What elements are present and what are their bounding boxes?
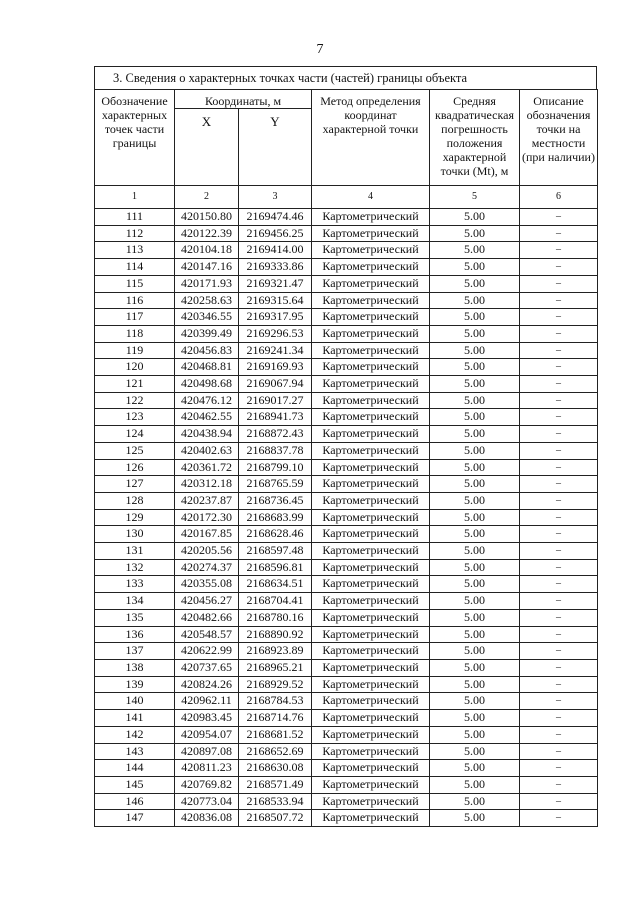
table-row bbox=[95, 793, 598, 810]
table-row bbox=[95, 275, 598, 292]
method-cell: Картометрический bbox=[312, 626, 430, 643]
coord-x-cell: 420399.49 bbox=[175, 325, 239, 342]
table-row bbox=[95, 626, 598, 643]
method-cell: Картометрический bbox=[312, 476, 430, 493]
description-cell: – bbox=[520, 309, 598, 326]
coord-x-cell: 420954.07 bbox=[175, 726, 239, 743]
column-number: 5 bbox=[430, 186, 520, 209]
error-cell: 5.00 bbox=[430, 643, 520, 660]
coord-x-cell: 420824.26 bbox=[175, 676, 239, 693]
coord-y-cell: 2168799.10 bbox=[239, 459, 312, 476]
coord-y-cell: 2169474.46 bbox=[239, 209, 312, 226]
description-cell: – bbox=[520, 543, 598, 560]
method-cell: Картометрический bbox=[312, 743, 430, 760]
header-coordinates: Координаты, м bbox=[175, 90, 312, 109]
point-number-cell: 125 bbox=[95, 442, 175, 459]
table-row bbox=[95, 559, 598, 576]
coord-y-cell: 2169315.64 bbox=[239, 292, 312, 309]
description-cell: – bbox=[520, 275, 598, 292]
error-cell: 5.00 bbox=[430, 309, 520, 326]
table-row bbox=[95, 810, 598, 827]
table-row bbox=[95, 710, 598, 727]
point-number-cell: 124 bbox=[95, 426, 175, 443]
method-cell: Картометрический bbox=[312, 409, 430, 426]
method-cell: Картометрический bbox=[312, 325, 430, 342]
method-cell: Картометрический bbox=[312, 359, 430, 376]
description-cell: – bbox=[520, 609, 598, 626]
description-cell: – bbox=[520, 225, 598, 242]
coord-y-cell: 2168765.59 bbox=[239, 476, 312, 493]
point-number-cell: 143 bbox=[95, 743, 175, 760]
coord-y-cell: 2168683.99 bbox=[239, 509, 312, 526]
coord-y-cell: 2169321.47 bbox=[239, 275, 312, 292]
coord-x-cell: 420205.56 bbox=[175, 543, 239, 560]
method-cell: Картометрический bbox=[312, 209, 430, 226]
point-number-cell: 129 bbox=[95, 509, 175, 526]
coord-x-cell: 420355.08 bbox=[175, 576, 239, 593]
coord-x-cell: 420548.57 bbox=[175, 626, 239, 643]
table-row bbox=[95, 292, 598, 309]
column-number: 6 bbox=[520, 186, 598, 209]
coord-y-cell: 2169317.95 bbox=[239, 309, 312, 326]
coord-y-cell: 2168681.52 bbox=[239, 726, 312, 743]
error-cell: 5.00 bbox=[430, 576, 520, 593]
method-cell: Картометрический bbox=[312, 810, 430, 827]
error-cell: 5.00 bbox=[430, 492, 520, 509]
coord-x-cell: 420104.18 bbox=[175, 242, 239, 259]
coord-y-cell: 2168597.48 bbox=[239, 543, 312, 560]
table-row bbox=[95, 643, 598, 660]
points-table bbox=[94, 89, 598, 827]
coord-x-cell: 420897.08 bbox=[175, 743, 239, 760]
coord-y-cell: 2168929.52 bbox=[239, 676, 312, 693]
method-cell: Картометрический bbox=[312, 643, 430, 660]
error-cell: 5.00 bbox=[430, 810, 520, 827]
method-cell: Картометрический bbox=[312, 442, 430, 459]
description-cell: – bbox=[520, 726, 598, 743]
header-x: X bbox=[175, 109, 239, 186]
table-row bbox=[95, 325, 598, 342]
table-row bbox=[95, 376, 598, 393]
table-row bbox=[95, 509, 598, 526]
method-cell: Картометрический bbox=[312, 225, 430, 242]
method-cell: Картометрический bbox=[312, 693, 430, 710]
description-cell: – bbox=[520, 776, 598, 793]
coord-y-cell: 2168571.49 bbox=[239, 776, 312, 793]
description-cell: – bbox=[520, 810, 598, 827]
description-cell: – bbox=[520, 743, 598, 760]
error-cell: 5.00 bbox=[430, 559, 520, 576]
description-cell: – bbox=[520, 342, 598, 359]
table-row bbox=[95, 726, 598, 743]
coord-y-cell: 2168837.78 bbox=[239, 442, 312, 459]
point-number-cell: 123 bbox=[95, 409, 175, 426]
point-number-cell: 114 bbox=[95, 259, 175, 276]
description-cell: – bbox=[520, 760, 598, 777]
table-row bbox=[95, 659, 598, 676]
description-cell: – bbox=[520, 442, 598, 459]
error-cell: 5.00 bbox=[430, 626, 520, 643]
point-number-cell: 146 bbox=[95, 793, 175, 810]
description-cell: – bbox=[520, 659, 598, 676]
description-cell: – bbox=[520, 559, 598, 576]
error-cell: 5.00 bbox=[430, 509, 520, 526]
method-cell: Картометрический bbox=[312, 342, 430, 359]
table-row bbox=[95, 242, 598, 259]
method-cell: Картометрический bbox=[312, 576, 430, 593]
coord-y-cell: 2168630.08 bbox=[239, 760, 312, 777]
coord-x-cell: 420462.55 bbox=[175, 409, 239, 426]
point-number-cell: 130 bbox=[95, 526, 175, 543]
coord-x-cell: 420150.80 bbox=[175, 209, 239, 226]
table-row bbox=[95, 309, 598, 326]
table-row bbox=[95, 459, 598, 476]
table-row bbox=[95, 693, 598, 710]
section-title: 3. Сведения о характерных точках части (частей) границы объекта bbox=[94, 66, 597, 89]
point-number-cell: 111 bbox=[95, 209, 175, 226]
coord-y-cell: 2168965.21 bbox=[239, 659, 312, 676]
table-row bbox=[95, 526, 598, 543]
description-cell: – bbox=[520, 643, 598, 660]
method-cell: Картометрический bbox=[312, 275, 430, 292]
description-cell: – bbox=[520, 259, 598, 276]
document-sheet bbox=[94, 66, 597, 827]
coord-x-cell: 420402.63 bbox=[175, 442, 239, 459]
coord-x-cell: 420274.37 bbox=[175, 559, 239, 576]
point-number-cell: 116 bbox=[95, 292, 175, 309]
point-number-cell: 140 bbox=[95, 693, 175, 710]
point-number-cell: 135 bbox=[95, 609, 175, 626]
description-cell: – bbox=[520, 676, 598, 693]
table-row bbox=[95, 225, 598, 242]
coord-x-cell: 420476.12 bbox=[175, 392, 239, 409]
coord-x-cell: 420167.85 bbox=[175, 526, 239, 543]
coord-x-cell: 420456.83 bbox=[175, 342, 239, 359]
coord-x-cell: 420456.27 bbox=[175, 593, 239, 610]
coord-x-cell: 420312.18 bbox=[175, 476, 239, 493]
point-number-cell: 121 bbox=[95, 376, 175, 393]
header-y: Y bbox=[239, 109, 312, 186]
coord-x-cell: 420346.55 bbox=[175, 309, 239, 326]
coord-y-cell: 2168596.81 bbox=[239, 559, 312, 576]
error-cell: 5.00 bbox=[430, 476, 520, 493]
description-cell: – bbox=[520, 793, 598, 810]
description-cell: – bbox=[520, 242, 598, 259]
coord-x-cell: 420171.93 bbox=[175, 275, 239, 292]
coord-x-cell: 420361.72 bbox=[175, 459, 239, 476]
error-cell: 5.00 bbox=[430, 743, 520, 760]
error-cell: 5.00 bbox=[430, 710, 520, 727]
point-number-cell: 118 bbox=[95, 325, 175, 342]
description-cell: – bbox=[520, 392, 598, 409]
description-cell: – bbox=[520, 626, 598, 643]
coord-x-cell: 420737.65 bbox=[175, 659, 239, 676]
coord-y-cell: 2168714.76 bbox=[239, 710, 312, 727]
description-cell: – bbox=[520, 693, 598, 710]
column-number: 1 bbox=[95, 186, 175, 209]
error-cell: 5.00 bbox=[430, 376, 520, 393]
table-row bbox=[95, 426, 598, 443]
table-row bbox=[95, 342, 598, 359]
coord-x-cell: 420773.04 bbox=[175, 793, 239, 810]
point-number-cell: 115 bbox=[95, 275, 175, 292]
method-cell: Картометрический bbox=[312, 659, 430, 676]
error-cell: 5.00 bbox=[430, 659, 520, 676]
method-cell: Картометрический bbox=[312, 776, 430, 793]
coord-x-cell: 420237.87 bbox=[175, 492, 239, 509]
coord-x-cell: 420468.81 bbox=[175, 359, 239, 376]
error-cell: 5.00 bbox=[430, 325, 520, 342]
method-cell: Картометрический bbox=[312, 242, 430, 259]
table-body bbox=[95, 209, 598, 827]
table-row bbox=[95, 359, 598, 376]
method-cell: Картометрический bbox=[312, 793, 430, 810]
header-error: Средняя квадратическая погрешность положения характерной точки (Mt), м bbox=[430, 90, 520, 186]
description-cell: – bbox=[520, 476, 598, 493]
coord-y-cell: 2169414.00 bbox=[239, 242, 312, 259]
coord-x-cell: 420769.82 bbox=[175, 776, 239, 793]
coord-y-cell: 2168784.53 bbox=[239, 693, 312, 710]
point-number-cell: 132 bbox=[95, 559, 175, 576]
error-cell: 5.00 bbox=[430, 242, 520, 259]
point-number-cell: 128 bbox=[95, 492, 175, 509]
error-cell: 5.00 bbox=[430, 392, 520, 409]
table-row bbox=[95, 543, 598, 560]
point-number-cell: 120 bbox=[95, 359, 175, 376]
error-cell: 5.00 bbox=[430, 409, 520, 426]
error-cell: 5.00 bbox=[430, 342, 520, 359]
coord-y-cell: 2169296.53 bbox=[239, 325, 312, 342]
coord-x-cell: 420811.23 bbox=[175, 760, 239, 777]
coord-x-cell: 420836.08 bbox=[175, 810, 239, 827]
point-number-cell: 142 bbox=[95, 726, 175, 743]
point-number-cell: 122 bbox=[95, 392, 175, 409]
point-number-cell: 127 bbox=[95, 476, 175, 493]
error-cell: 5.00 bbox=[430, 225, 520, 242]
description-cell: – bbox=[520, 426, 598, 443]
coord-x-cell: 420258.63 bbox=[175, 292, 239, 309]
point-number-cell: 112 bbox=[95, 225, 175, 242]
error-cell: 5.00 bbox=[430, 426, 520, 443]
table-row bbox=[95, 392, 598, 409]
coord-y-cell: 2169067.94 bbox=[239, 376, 312, 393]
point-number-cell: 138 bbox=[95, 659, 175, 676]
table-row bbox=[95, 676, 598, 693]
point-number-cell: 141 bbox=[95, 710, 175, 727]
table-row bbox=[95, 609, 598, 626]
error-cell: 5.00 bbox=[430, 459, 520, 476]
coord-y-cell: 2169333.86 bbox=[239, 259, 312, 276]
description-cell: – bbox=[520, 292, 598, 309]
coord-x-cell: 420983.45 bbox=[175, 710, 239, 727]
error-cell: 5.00 bbox=[430, 676, 520, 693]
table-row bbox=[95, 409, 598, 426]
coord-y-cell: 2168628.46 bbox=[239, 526, 312, 543]
method-cell: Картометрический bbox=[312, 459, 430, 476]
method-cell: Картометрический bbox=[312, 492, 430, 509]
coord-y-cell: 2168652.69 bbox=[239, 743, 312, 760]
coord-y-cell: 2169017.27 bbox=[239, 392, 312, 409]
coord-y-cell: 2168923.89 bbox=[239, 643, 312, 660]
table-row bbox=[95, 209, 598, 226]
point-number-cell: 117 bbox=[95, 309, 175, 326]
method-cell: Картометрический bbox=[312, 426, 430, 443]
coord-y-cell: 2168890.92 bbox=[239, 626, 312, 643]
table-row bbox=[95, 492, 598, 509]
method-cell: Картометрический bbox=[312, 760, 430, 777]
coord-y-cell: 2169456.25 bbox=[239, 225, 312, 242]
error-cell: 5.00 bbox=[430, 359, 520, 376]
description-cell: – bbox=[520, 376, 598, 393]
table-row bbox=[95, 743, 598, 760]
coord-x-cell: 420438.94 bbox=[175, 426, 239, 443]
method-cell: Картометрический bbox=[312, 676, 430, 693]
method-cell: Картометрический bbox=[312, 710, 430, 727]
method-cell: Картометрический bbox=[312, 593, 430, 610]
error-cell: 5.00 bbox=[430, 209, 520, 226]
error-cell: 5.00 bbox=[430, 793, 520, 810]
table-row bbox=[95, 593, 598, 610]
description-cell: – bbox=[520, 359, 598, 376]
column-number: 2 bbox=[175, 186, 239, 209]
coord-y-cell: 2169169.93 bbox=[239, 359, 312, 376]
method-cell: Картометрический bbox=[312, 526, 430, 543]
coord-y-cell: 2168704.41 bbox=[239, 593, 312, 610]
point-number-cell: 131 bbox=[95, 543, 175, 560]
coord-x-cell: 420122.39 bbox=[175, 225, 239, 242]
error-cell: 5.00 bbox=[430, 726, 520, 743]
column-number: 4 bbox=[312, 186, 430, 209]
point-number-cell: 144 bbox=[95, 760, 175, 777]
coord-x-cell: 420498.68 bbox=[175, 376, 239, 393]
point-number-cell: 113 bbox=[95, 242, 175, 259]
coord-y-cell: 2168780.16 bbox=[239, 609, 312, 626]
description-cell: – bbox=[520, 710, 598, 727]
error-cell: 5.00 bbox=[430, 593, 520, 610]
point-number-cell: 126 bbox=[95, 459, 175, 476]
header-designation: Обозначение характерных точек части границы bbox=[95, 90, 175, 186]
error-cell: 5.00 bbox=[430, 693, 520, 710]
error-cell: 5.00 bbox=[430, 292, 520, 309]
error-cell: 5.00 bbox=[430, 543, 520, 560]
method-cell: Картометрический bbox=[312, 509, 430, 526]
method-cell: Картометрический bbox=[312, 726, 430, 743]
description-cell: – bbox=[520, 509, 598, 526]
error-cell: 5.00 bbox=[430, 442, 520, 459]
point-number-cell: 133 bbox=[95, 576, 175, 593]
table-row bbox=[95, 576, 598, 593]
description-cell: – bbox=[520, 409, 598, 426]
coord-x-cell: 420962.11 bbox=[175, 693, 239, 710]
coord-y-cell: 2168941.73 bbox=[239, 409, 312, 426]
method-cell: Картометрический bbox=[312, 292, 430, 309]
description-cell: – bbox=[520, 593, 598, 610]
point-number-cell: 136 bbox=[95, 626, 175, 643]
header-method: Метод определения координат характерной точки bbox=[312, 90, 430, 186]
coord-y-cell: 2169241.34 bbox=[239, 342, 312, 359]
description-cell: – bbox=[520, 459, 598, 476]
error-cell: 5.00 bbox=[430, 259, 520, 276]
point-number-cell: 147 bbox=[95, 810, 175, 827]
method-cell: Картометрический bbox=[312, 309, 430, 326]
error-cell: 5.00 bbox=[430, 760, 520, 777]
coord-y-cell: 2168533.94 bbox=[239, 793, 312, 810]
description-cell: – bbox=[520, 325, 598, 342]
description-cell: – bbox=[520, 526, 598, 543]
description-cell: – bbox=[520, 209, 598, 226]
table-row bbox=[95, 776, 598, 793]
method-cell: Картометрический bbox=[312, 259, 430, 276]
point-number-cell: 137 bbox=[95, 643, 175, 660]
coord-x-cell: 420622.99 bbox=[175, 643, 239, 660]
method-cell: Картометрический bbox=[312, 609, 430, 626]
table-row bbox=[95, 760, 598, 777]
coord-y-cell: 2168736.45 bbox=[239, 492, 312, 509]
header-description: Описание обозначения точки на местности (при наличии) bbox=[520, 90, 598, 186]
method-cell: Картометрический bbox=[312, 376, 430, 393]
method-cell: Картометрический bbox=[312, 559, 430, 576]
error-cell: 5.00 bbox=[430, 776, 520, 793]
error-cell: 5.00 bbox=[430, 275, 520, 292]
coord-x-cell: 420147.16 bbox=[175, 259, 239, 276]
point-number-cell: 119 bbox=[95, 342, 175, 359]
method-cell: Картометрический bbox=[312, 543, 430, 560]
table-row bbox=[95, 442, 598, 459]
coord-y-cell: 2168634.51 bbox=[239, 576, 312, 593]
coord-x-cell: 420172.30 bbox=[175, 509, 239, 526]
description-cell: – bbox=[520, 492, 598, 509]
point-number-cell: 134 bbox=[95, 593, 175, 610]
table-row bbox=[95, 476, 598, 493]
point-number-cell: 139 bbox=[95, 676, 175, 693]
error-cell: 5.00 bbox=[430, 526, 520, 543]
coord-y-cell: 2168507.72 bbox=[239, 810, 312, 827]
method-cell: Картометрический bbox=[312, 392, 430, 409]
page-number: 7 bbox=[316, 42, 324, 57]
coord-y-cell: 2168872.43 bbox=[239, 426, 312, 443]
coord-x-cell: 420482.66 bbox=[175, 609, 239, 626]
point-number-cell: 145 bbox=[95, 776, 175, 793]
error-cell: 5.00 bbox=[430, 609, 520, 626]
description-cell: – bbox=[520, 576, 598, 593]
column-number: 3 bbox=[239, 186, 312, 209]
table-row bbox=[95, 259, 598, 276]
